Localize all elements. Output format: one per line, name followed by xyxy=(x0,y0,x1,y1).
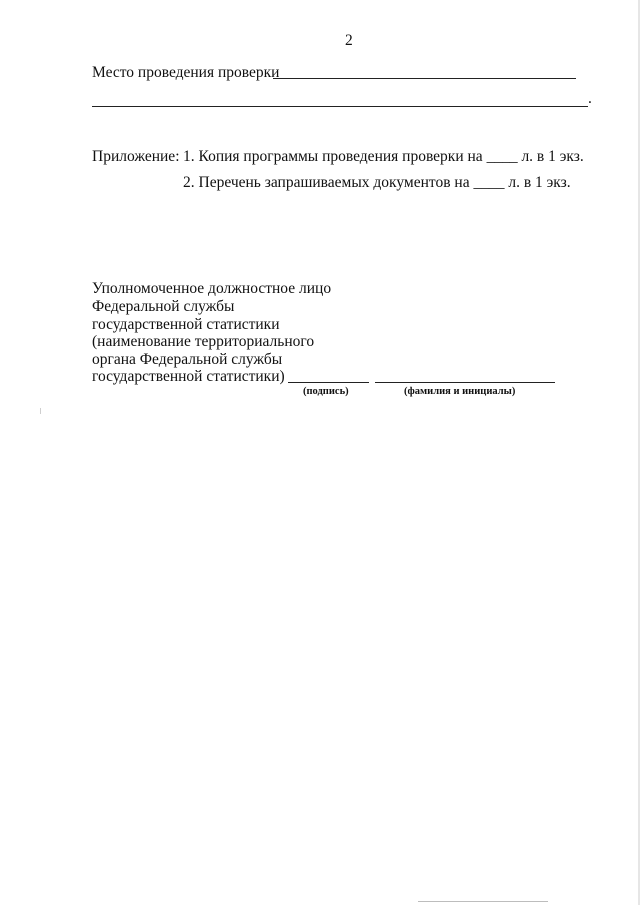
place-underline-2 xyxy=(92,106,588,107)
appendix-label: Приложение: xyxy=(92,148,180,165)
signature-caption: (подпись) xyxy=(303,386,349,397)
official-line-1: Уполномоченное должностное лицо xyxy=(92,280,332,297)
official-line-4: (наименование территориального xyxy=(92,333,315,350)
place-label: Место проведения проверки xyxy=(92,64,280,81)
appendix-item-1-suffix: л. в 1 экз. xyxy=(521,148,584,165)
appendix-item-1-blank: ____ xyxy=(486,148,518,165)
place-underline-1 xyxy=(273,78,576,79)
appendix-item-2-text: 2. Перечень запрашиваемых документов на xyxy=(183,174,470,191)
official-line-2: Федеральной службы xyxy=(92,298,235,315)
scan-bottom-mark xyxy=(418,901,548,902)
official-line-6: государственной статистики) xyxy=(92,368,285,385)
scan-speck xyxy=(40,408,41,414)
place-end-mark: . xyxy=(588,90,592,107)
page-number: 2 xyxy=(345,32,353,49)
appendix-item-2-blank: ____ xyxy=(473,174,505,191)
official-line-5: органа Федеральной службы xyxy=(92,351,283,368)
official-line-3: государственной статистики xyxy=(92,316,280,333)
signature-line xyxy=(288,382,369,383)
appendix-item-2 xyxy=(183,174,571,192)
name-line xyxy=(375,382,555,383)
appendix-item-1-text: 1. Копия программы проведения проверки на xyxy=(183,148,483,165)
appendix-item-2-suffix: л. в 1 экз. xyxy=(508,174,571,191)
name-caption: (фамилия и инициалы) xyxy=(404,386,516,397)
appendix-item-1 xyxy=(183,148,584,166)
